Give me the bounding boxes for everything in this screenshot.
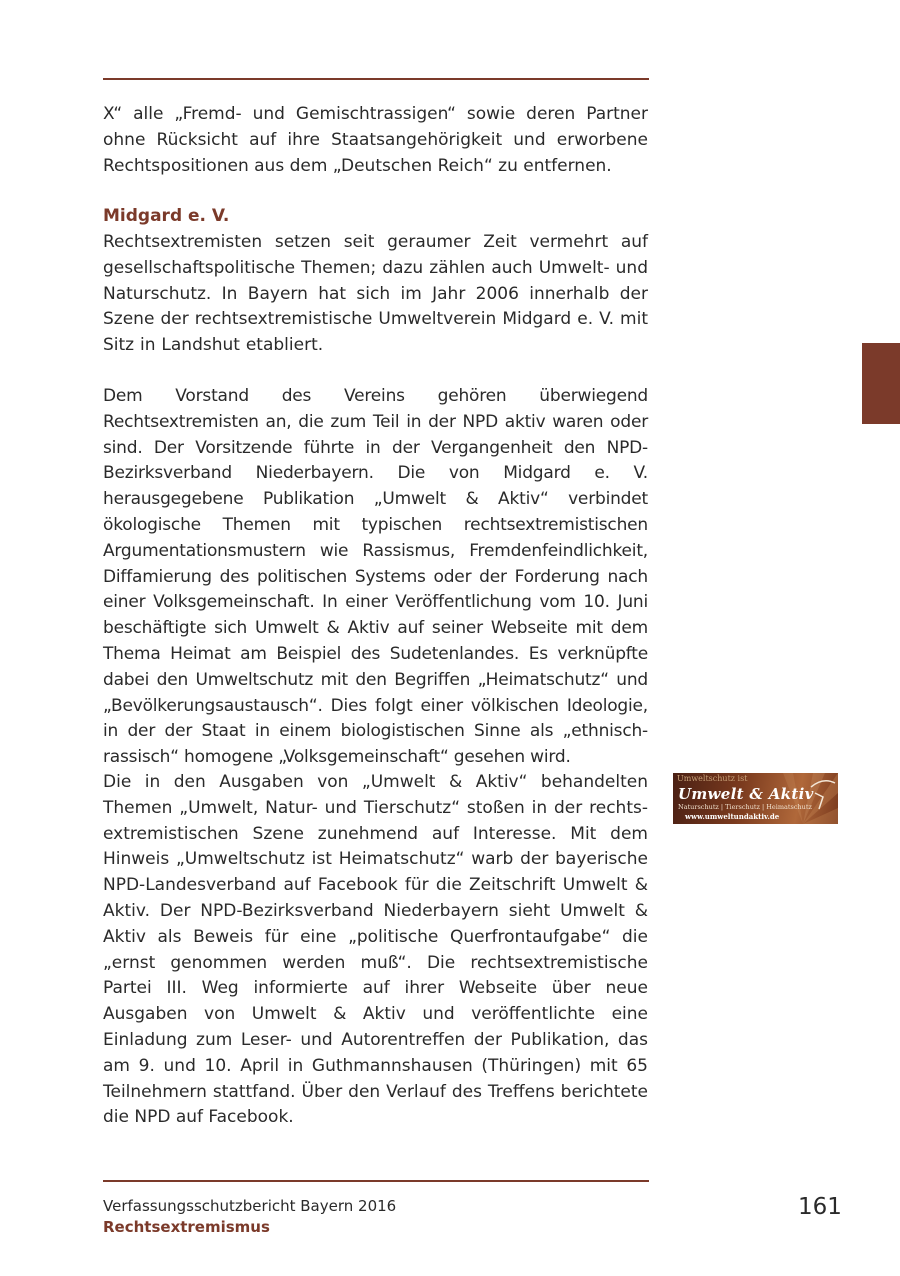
body-paragraph: Dem Vorstand des Vereins gehören überwiegend Rechtsextremisten an, die zum Teil in der NPD aktiv waren oder sind. Der Vorsitzende führte in der Vergangenheit den NPD-Bezirksverband Niederbayern. Die von Midgard e. V. herausgegebene Publikation „Umwelt & Aktiv“ verbindet ökologische Themen mit typischen rechtsextremistischen Argumentationsmustern wie Rassismus, Fremdenfeindlichkeit, Diffamierung des politischen Systems oder der Forderung nach einer Volksgemeinschaft. In einer Veröffentlichung vom 10. Juni beschäftigte sich Umwelt & Aktiv auf seiner Webseite mit dem Thema Heimat am Beispiel des Sudetenlandes. Es verknüpfte dabei den Umweltschutz mit den Begriffen „Heimatschutz“ und „Bevölkerungsaustausch“. Dies folgt einer völkischen Ideologie, in der der Staat in einem biologistischen Sinne als „ethnisch-rassisch“ homogene „Volksgemeinschaft“ gesehen wird.	[103, 386, 648, 768]
footer-rule	[103, 1180, 649, 1182]
section-heading: Midgard e. V.	[103, 206, 230, 226]
banner-title: Umwelt & Aktiv	[678, 785, 814, 803]
footer-report-title: Verfassungsschutzbericht Bayern 2016	[103, 1197, 397, 1215]
umwelt-aktiv-banner-image	[673, 773, 838, 824]
intro-paragraph: X“ alle „Fremd- und Gemischtrassigen“ sowie deren Partner ohne Rücksicht auf ihre Staatsangehörigkeit und erworbene Rechtspositionen aus dem „Deutschen Reich“ zu entfernen.	[103, 104, 648, 176]
chapter-tab-marker	[862, 343, 900, 424]
banner-subtitle: Naturschutz | Tierschutz | Heimatschutz	[678, 803, 812, 811]
top-rule	[103, 78, 649, 80]
section-body-3	[103, 770, 648, 1131]
banner-top-text: Umweltschutz ist	[677, 774, 748, 783]
section-body-2	[103, 384, 648, 771]
banner-url: www.umweltundaktiv.de	[685, 812, 780, 821]
page-number: 161	[798, 1194, 842, 1220]
footer-chapter: Rechtsextremismus	[103, 1218, 270, 1236]
section-body-1	[103, 230, 648, 359]
intro-block	[103, 102, 648, 179]
body-paragraph: Rechtsextremisten setzen seit geraumer Zeit vermehrt auf gesellschaftspolitische Themen; dazu zählen auch Umwelt- und Naturschutz. In Bayern hat sich im Jahr 2006 innerhalb der Szene der rechtsextremistische Umweltverein Midgard e. V. mit Sitz in Landshut etabliert.	[103, 232, 648, 356]
body-paragraph: Die in den Ausgaben von „Umwelt & Aktiv“ behandelten Themen „Umwelt, Natur- und Tierschutz“ stoßen in der rechtsextremistischen Szene zunehmend auf Interesse. Mit dem Hinweis „Umweltschutz ist Heimatschutz“ warb der bayerische NPD-Landesverband auf Facebook für die Zeitschrift Umwelt & Aktiv. Der NPD-Bezirksverband Niederbayern sieht Umwelt & Aktiv als Beweis für eine „politische Querfrontaufgabe“ die „ernst genommen werden muß“. Die rechtsextremistische Partei III. Weg informierte auf ihrer Webseite über neue Ausgaben von Umwelt & Aktiv und veröffentlichte eine Einladung zum Leser- und Autorentreffen der Publikation, das am 9. und 10. April in Guthmannshausen (Thüringen) mit 65 Teilnehmern stattfand. Über den Verlauf des Treffens berichtete die NPD auf Facebook.	[103, 772, 648, 1128]
